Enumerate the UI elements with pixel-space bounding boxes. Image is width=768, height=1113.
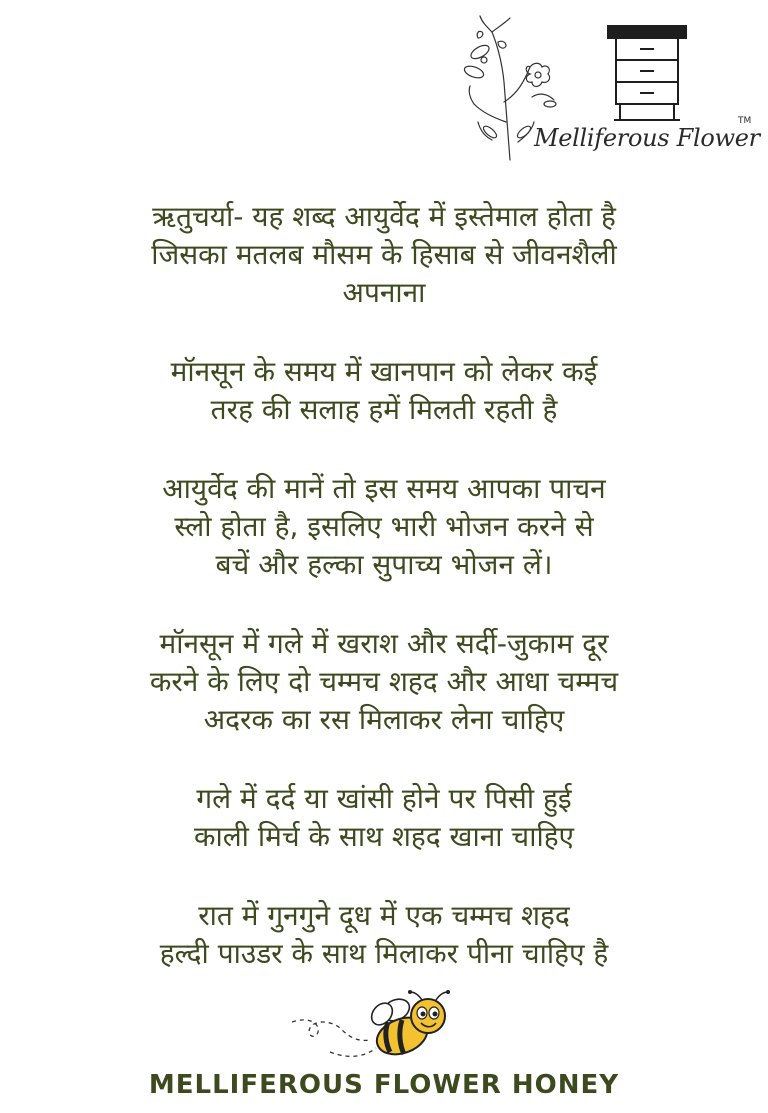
paragraph-sore-throat: मॉनसून में गले में खराश और सर्दी-जुकाम दूर करने के लिए दो चम्मच शहद और आधा चम्मच अदरक का रस मिलाकर लेना चाहिए: [149, 627, 619, 736]
trademark-mark: TM: [738, 116, 752, 126]
footer-brand-title: MELLIFEROUS FLOWER HONEY: [148, 1070, 620, 1100]
paragraph-monsoon-diet: मॉनसून के समय में खानपान को लेकर कई तरह की सलाह हमें मिलती रहती है: [170, 355, 598, 426]
beehive-icon: [606, 24, 688, 122]
paragraph-digestion: आयुर्वेद की मानें तो इस समय आपका पाचन स्लो होता है, इसलिए भारी भोजन करने से बचें और हल्का सुपाच्य भोजन लें।: [162, 472, 606, 581]
paragraph-ritucharya: ऋतुचर्या- यह शब्द आयुर्वेद में इस्तेमाल होता है जिसका मतलब मौसम के हिसाब से जीवनशैली अपनाना: [151, 200, 617, 309]
bee-icon: [290, 990, 460, 1065]
paragraph-night-milk: रात में गुनगुने दूध में एक चम्मच शहद हल्दी पाउडर के साथ मिलाकर पीना चाहिए है: [159, 899, 609, 970]
article-body: [40, 198, 728, 1014]
paragraph-cough: गले में दर्द या खांसी होने पर पिसी हुई काली मिर्च के साथ शहद खाना चाहिए: [193, 782, 575, 853]
brand-name: Melliferous Flower: [534, 124, 760, 152]
brand-logo: [462, 8, 762, 168]
